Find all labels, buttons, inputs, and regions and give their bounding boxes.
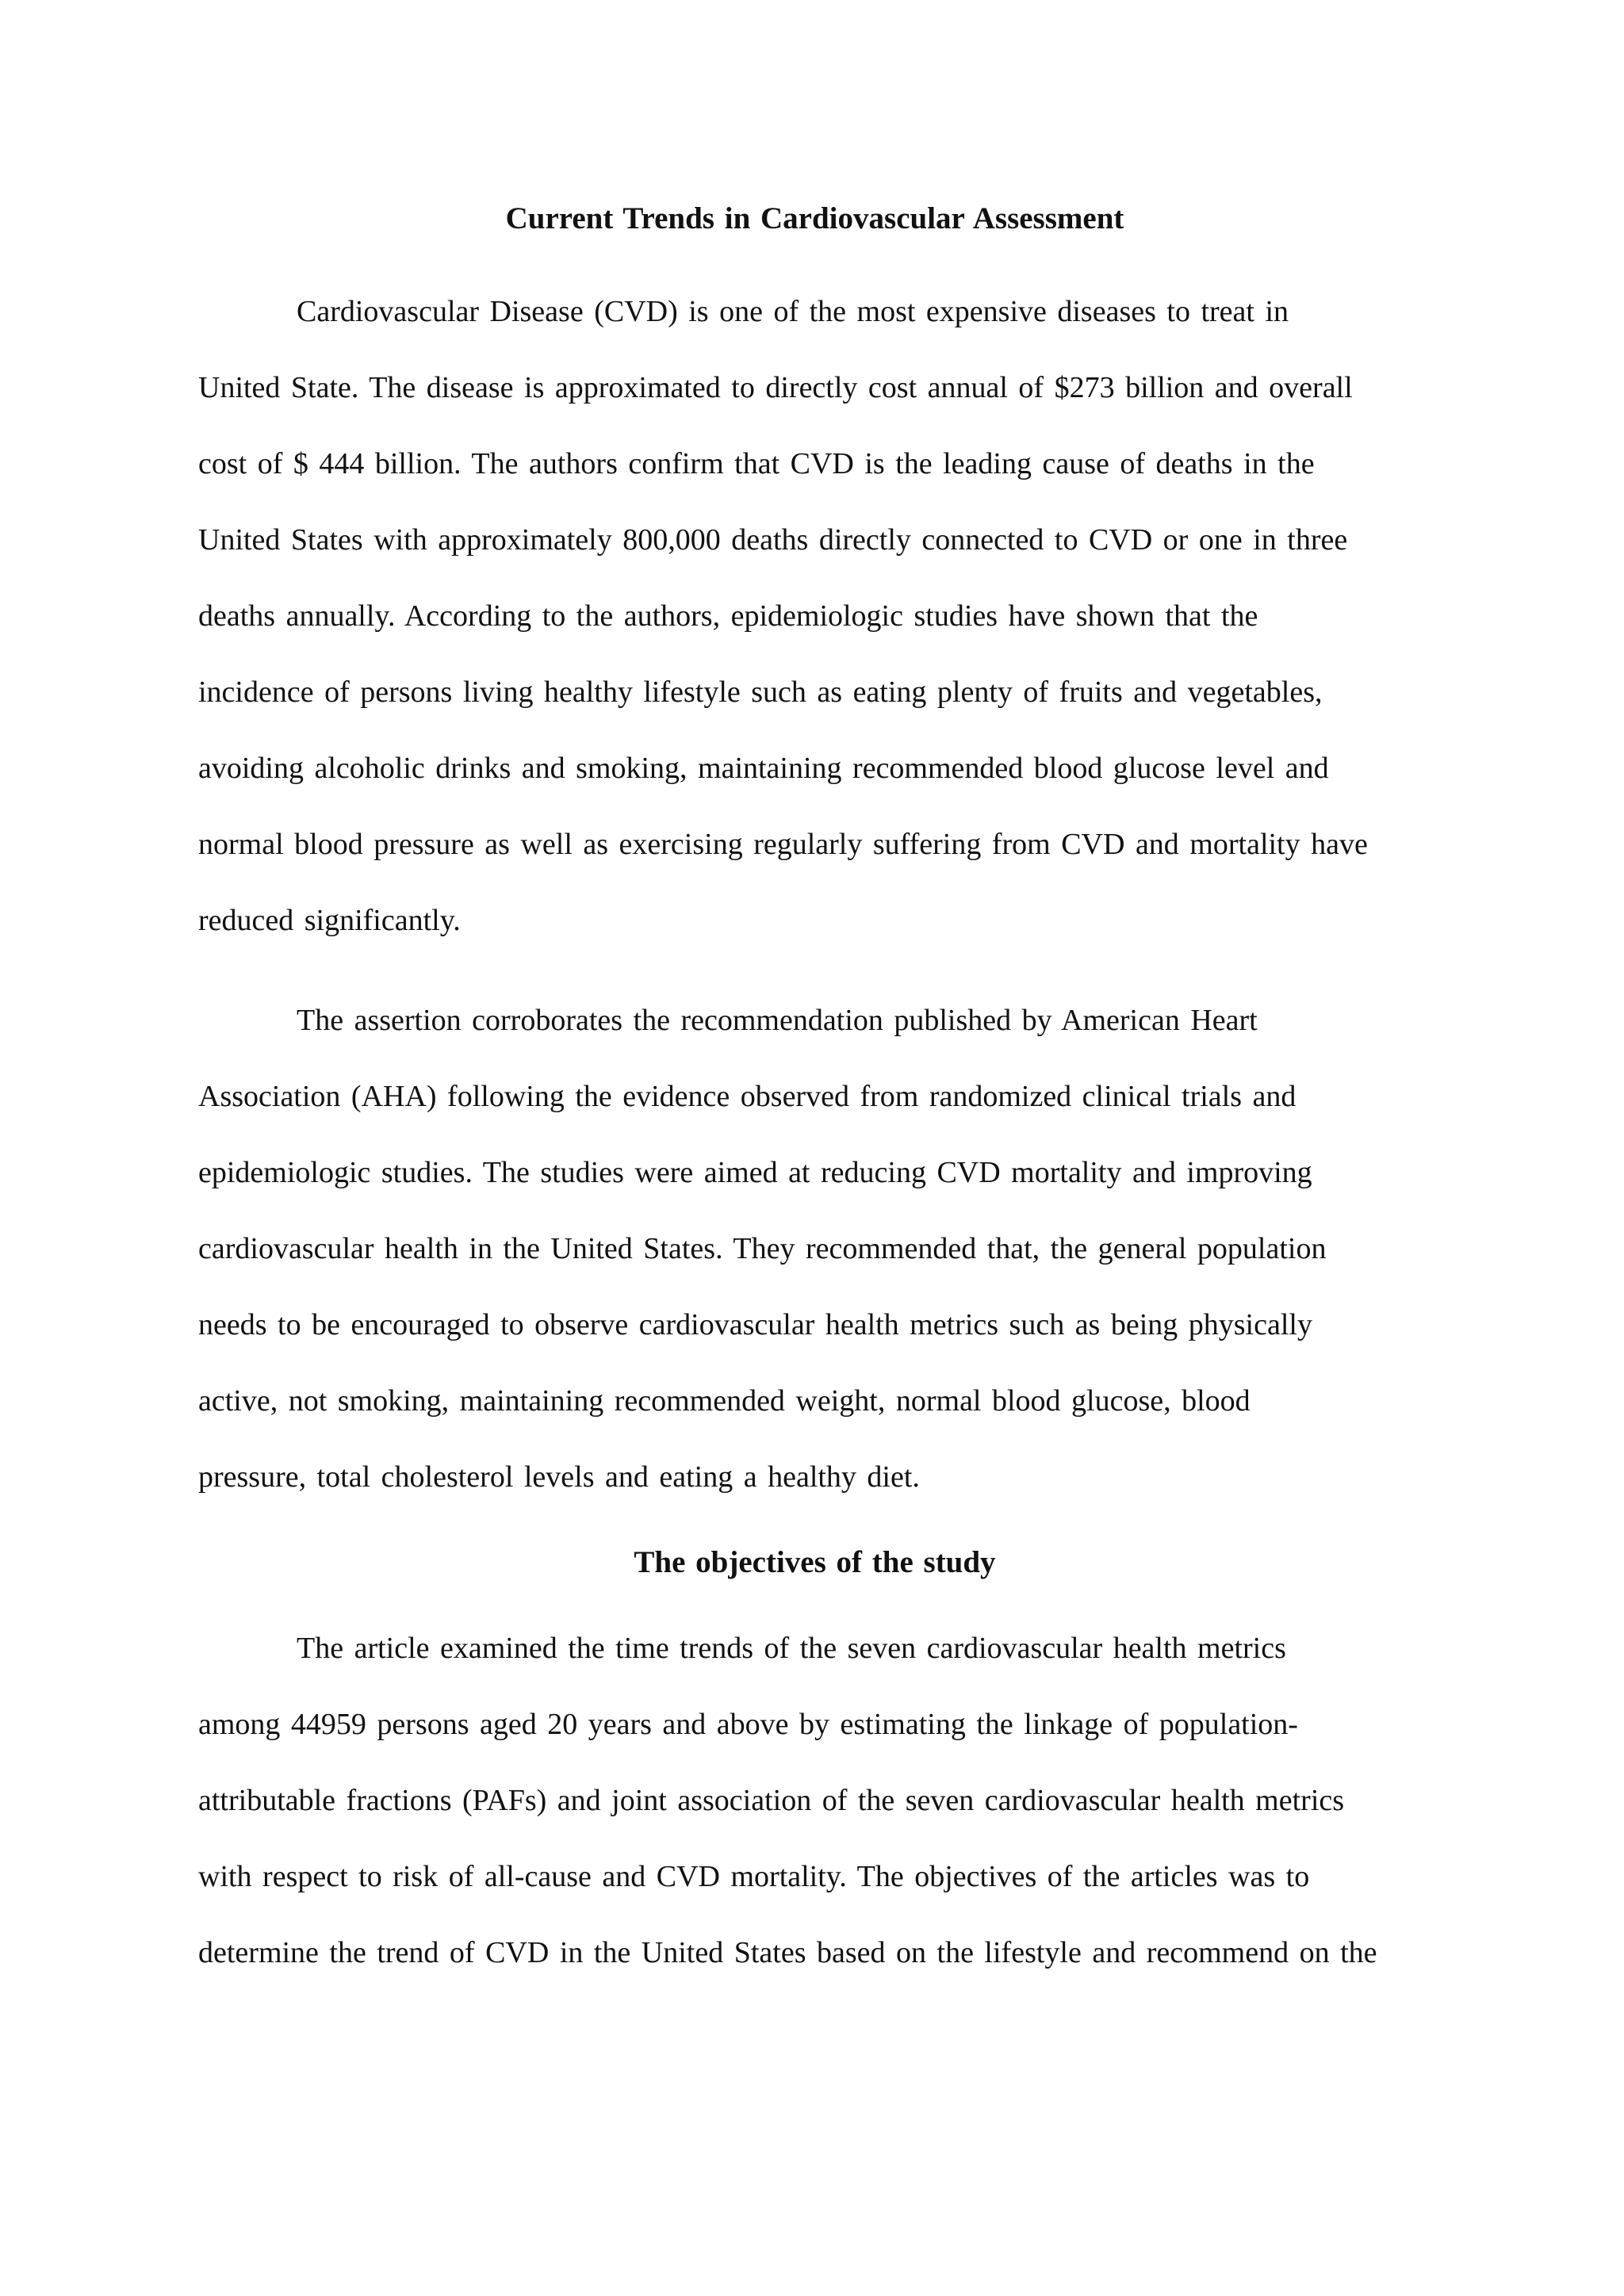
- paragraph-line: active, not smoking, maintaining recommended weight, normal blood glucose, blood: [198, 1384, 1251, 1418]
- section-heading: The objectives of the study: [634, 1545, 996, 1579]
- paragraph-line: incidence of persons living healthy lifestyle such as eating plenty of fruits and vegetables,: [198, 675, 1323, 709]
- paragraph-2: [198, 982, 1431, 1515]
- paragraph-1: [198, 274, 1431, 959]
- paragraph-line: attributable fractions (PAFs) and joint association of the seven cardiovascular health metrics: [198, 1784, 1345, 1817]
- paragraph-line: United States with approximately 800,000 deaths directly connected to CVD or one in three: [198, 523, 1348, 557]
- paragraph-line: needs to be encouraged to observe cardiovascular health metrics such as being physically: [198, 1308, 1312, 1341]
- paragraph-line: Association (AHA) following the evidence observed from randomized clinical trials and: [198, 1080, 1297, 1113]
- paragraph-line: reduced significantly.: [198, 904, 461, 937]
- paragraph-line: avoiding alcoholic drinks and smoking, maintaining recommended blood glucose level and: [198, 752, 1329, 785]
- paragraph-line: The assertion corroborates the recommendation published by American Heart: [297, 1004, 1258, 1037]
- paragraph-line: determine the trend of CVD in the United States based on the lifestyle and recommend on the: [198, 1936, 1377, 1969]
- document-body: [198, 190, 1431, 1991]
- paragraph-line: cardiovascular health in the United States. They recommended that, the general population: [198, 1232, 1327, 1265]
- paragraph-line: epidemiologic studies. The studies were aimed at reducing CVD mortality and improving: [198, 1156, 1312, 1189]
- paragraph-3: [198, 1610, 1431, 1991]
- paragraph-line: Cardiovascular Disease (CVD) is one of the most expensive diseases to treat in: [297, 295, 1289, 328]
- paragraph-line: pressure, total cholesterol levels and eating a healthy diet.: [198, 1460, 920, 1494]
- document-title: Current Trends in Cardiovascular Assessment: [505, 201, 1124, 235]
- paragraph-line: normal blood pressure as well as exercising regularly suffering from CVD and mortality have: [198, 828, 1368, 861]
- paragraph-line: cost of $ 444 billion. The authors confirm that CVD is the leading cause of deaths in the: [198, 447, 1315, 480]
- paragraph-line: United State. The disease is approximated to directly cost annual of $273 billion and overall: [198, 371, 1353, 404]
- paragraph-line: The article examined the time trends of the seven cardiovascular health metrics: [297, 1632, 1286, 1665]
- paragraph-line: among 44959 persons aged 20 years and above by estimating the linkage of population-: [198, 1708, 1298, 1741]
- paragraph-line: deaths annually. According to the authors, epidemiologic studies have shown that the: [198, 599, 1258, 633]
- paragraph-line: with respect to risk of all-cause and CVD mortality. The objectives of the articles was to: [198, 1860, 1310, 1893]
